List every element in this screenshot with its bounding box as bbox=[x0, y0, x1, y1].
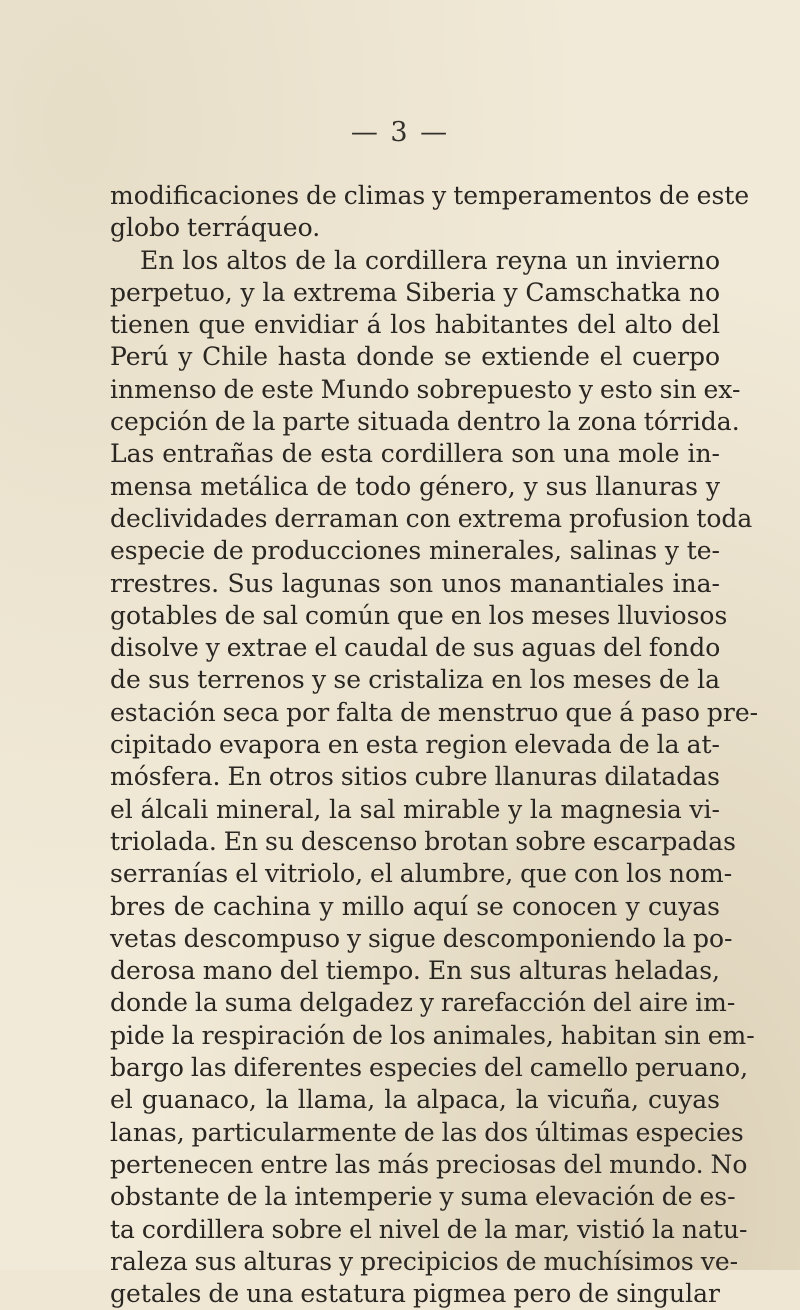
text-line: disolve y extrae el caudal de sus aguas del fondo bbox=[110, 633, 721, 663]
text-line: raleza sus alturas y precipicios de muchísimos ve- bbox=[110, 1246, 739, 1276]
text-line: mósfera. En otros sitios cubre llanuras dilatadas bbox=[110, 762, 720, 792]
text-line: rrestres. Sus lagunas son unos manantiales ina- bbox=[110, 568, 720, 598]
text-line: Perú y Chile hasta donde se extiende el cuerpo bbox=[110, 342, 720, 372]
text-line: vetas descompuso y sigue descomponiendo la po- bbox=[110, 923, 733, 953]
text-line: mensa metálica de todo género, y sus llanuras y bbox=[110, 471, 720, 501]
text-line: globo terráqueo. bbox=[110, 213, 321, 243]
text-line: lanas, particularmente de las dos últimas especies bbox=[110, 1117, 744, 1147]
text-line: el álcali mineral, la sal mirable y la magnesia vi- bbox=[110, 794, 720, 824]
text-line: pide la respiración de los animales, habitan sin em- bbox=[110, 1020, 755, 1050]
text-line: En los altos de la cordillera reyna un invierno bbox=[140, 245, 720, 275]
text-line: bargo las diferentes especies del camello peruano, bbox=[110, 1053, 749, 1083]
text-line: de sus terrenos y se cristaliza en los meses de la bbox=[110, 665, 720, 695]
text-line: donde la suma delgadez y rarefacción del aire im- bbox=[110, 988, 736, 1018]
text-line: obstante de la intemperie y suma elevación de es- bbox=[110, 1182, 736, 1212]
text-line: tienen que envidiar á los habitantes del alto del bbox=[110, 310, 720, 340]
text-line: pertenecen entre las más preciosas del mundo. No bbox=[110, 1149, 748, 1179]
text-line: declividades derraman con extrema profusion toda bbox=[110, 503, 753, 533]
body-text bbox=[110, 180, 759, 1310]
text-line: estación seca por falta de menstruo que á paso pre- bbox=[110, 697, 759, 727]
text-line: bres de cachina y millo aquí se conocen y cuyas bbox=[110, 891, 720, 921]
text-line: ta cordillera sobre el nivel de la mar, vistió la natu- bbox=[110, 1214, 748, 1244]
text-line: modificaciones de climas y temperamentos de este bbox=[110, 181, 750, 210]
text-line: el guanaco, la llama, la alpaca, la vicuña, cuyas bbox=[110, 1085, 720, 1115]
text-line: cipitado evapora en esta region elevada de la at- bbox=[110, 730, 720, 760]
text-line: serranías el vitriolo, el alumbre, que con los nom- bbox=[110, 859, 733, 889]
text-line: perpetuo, y la extrema Siberia y Camschatka no bbox=[110, 277, 720, 307]
text-line: cepción de la parte situada dentro la zona tórrida. bbox=[110, 407, 740, 437]
page-number: — 3 — bbox=[350, 117, 450, 148]
text-line: gotables de sal común que en los meses lluviosos bbox=[110, 600, 728, 630]
text-line: triolada. En su descenso brotan sobre escarpadas bbox=[110, 826, 736, 856]
text-line: especie de producciones minerales, salinas y te- bbox=[110, 536, 720, 566]
text-line: getales de una estatura pigmea pero de singular bbox=[110, 1279, 720, 1309]
text-line: derosa mano del tiempo. En sus alturas heladas, bbox=[110, 956, 720, 986]
text-line: inmenso de este Mundo sobrepuesto y esto sin ex- bbox=[110, 374, 741, 404]
text-line: Las entrañas de esta cordillera son una mole in- bbox=[110, 439, 720, 469]
